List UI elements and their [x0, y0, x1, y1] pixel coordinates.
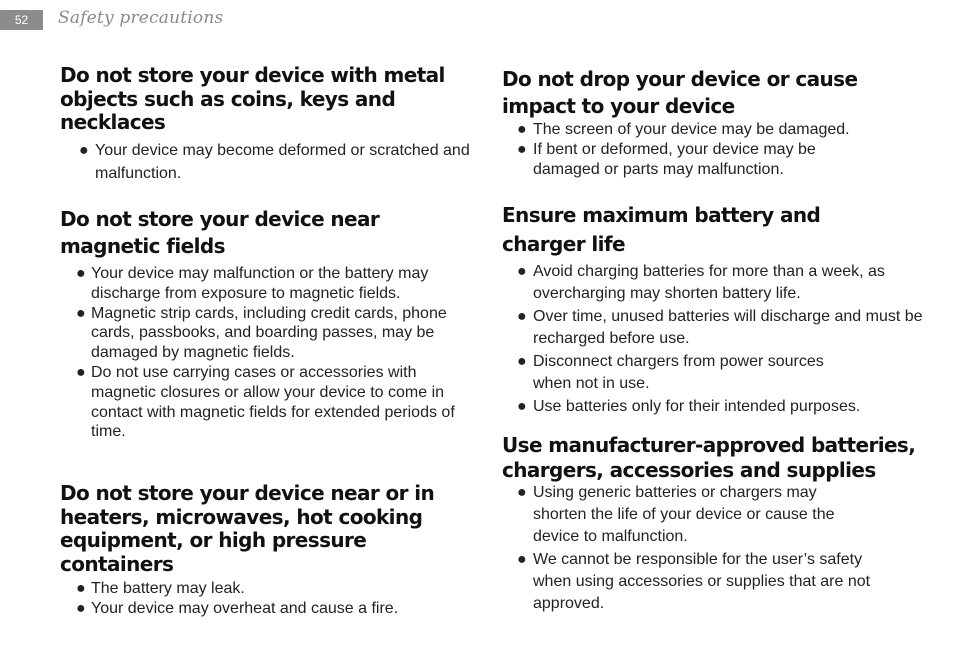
bullet-list: [60, 264, 470, 442]
section-heading: Do not store your device with metal objects such as coins, keys and necklaces: [60, 63, 445, 134]
list-item-text: Avoid charging batteries for more than a week, as overcharging may shorten battery life.: [533, 263, 885, 302]
bullet-list: [502, 482, 932, 615]
list-item-text: Your device may overheat and cause a fire.: [91, 599, 399, 617]
bullet-icon: ●: [76, 599, 86, 617]
list-item-text: Use batteries only for their intended purposes.: [533, 398, 861, 415]
bullet-icon: ●: [76, 580, 86, 597]
bullet-list: [60, 579, 470, 619]
list-item-text: The screen of your device may be damaged.: [533, 121, 850, 138]
list-item-text: Using generic batteries or chargers may shorten the life of your device or cause the device to malfunction.: [533, 484, 835, 545]
bullet-icon: ●: [517, 353, 527, 370]
bullet-icon: ●: [517, 551, 527, 568]
section-battery-life: [502, 201, 932, 418]
list-item: [502, 261, 932, 305]
section-magnetic-fields: [60, 206, 470, 442]
list-item: [60, 139, 470, 185]
list-item-text: Over time, unused batteries will discharge and must be recharged before use.: [533, 308, 923, 347]
bullet-list: [502, 120, 932, 179]
section-heading: Do not drop your device or cause impact to your device: [502, 67, 858, 118]
list-item: [60, 363, 470, 442]
list-item-text: Your device may become deformed or scratched and malfunction.: [95, 141, 470, 182]
page-number: 52: [0, 10, 43, 30]
list-item-text: The battery may leak.: [91, 580, 245, 597]
list-item-text: Do not use carrying cases or accessories with magnetic closures or allow your device to come in contact with magnetic fields for extended periods of time.: [91, 363, 455, 441]
list-item-text: Disconnect chargers from power sources when not in use.: [533, 353, 824, 392]
bullet-icon: ●: [517, 263, 527, 280]
list-item-text: If bent or deformed, your device may be damaged or parts may malfunction.: [533, 140, 816, 178]
list-item: [60, 264, 470, 304]
bullet-list: [60, 139, 470, 185]
section-heading: Do not store your device near or in heaters, microwaves, hot cooking equipment, or high pressure containers: [60, 481, 435, 576]
section-approved-accessories: [502, 433, 932, 615]
bullet-icon: ●: [517, 484, 527, 501]
list-item-text: We cannot be responsible for the user’s safety when using accessories or supplies that are not approved.: [533, 551, 871, 612]
list-item: [502, 549, 932, 615]
list-item: [502, 140, 932, 180]
list-item: [502, 306, 932, 350]
list-item-text: Magnetic strip cards, including credit cards, phone cards, passbooks, and boarding passes, may be damaged by magnetic fields.: [91, 304, 447, 362]
bullet-icon: ●: [76, 265, 86, 282]
list-item: [60, 304, 470, 363]
list-item: [60, 599, 470, 619]
section-heading: Ensure maximum battery and charger life: [502, 203, 821, 256]
bullet-list: [502, 261, 932, 418]
bullet-icon: ●: [517, 308, 527, 325]
list-item-text: Your device may malfunction or the battery may discharge from exposure to magnetic fields.: [91, 265, 429, 302]
bullet-icon: ●: [76, 363, 86, 381]
section-heading: Use manufacturer-approved batteries, chargers, accessories and supplies: [502, 433, 916, 482]
bullet-icon: ●: [76, 304, 86, 322]
list-item: [502, 351, 932, 395]
section-heaters: [60, 482, 470, 619]
list-item: [502, 396, 932, 418]
section-metal-objects: [60, 64, 470, 185]
section-drop-impact: [502, 66, 932, 179]
list-item: [60, 579, 470, 599]
running-title: Safety precautions: [58, 8, 224, 28]
bullet-icon: ●: [517, 121, 527, 138]
bullet-icon: ●: [517, 140, 527, 158]
section-heading: Do not store your device near magnetic fields: [60, 207, 380, 258]
bullet-icon: ●: [79, 141, 89, 159]
bullet-icon: ●: [517, 398, 527, 415]
list-item: [502, 482, 932, 548]
list-item: [502, 120, 932, 140]
